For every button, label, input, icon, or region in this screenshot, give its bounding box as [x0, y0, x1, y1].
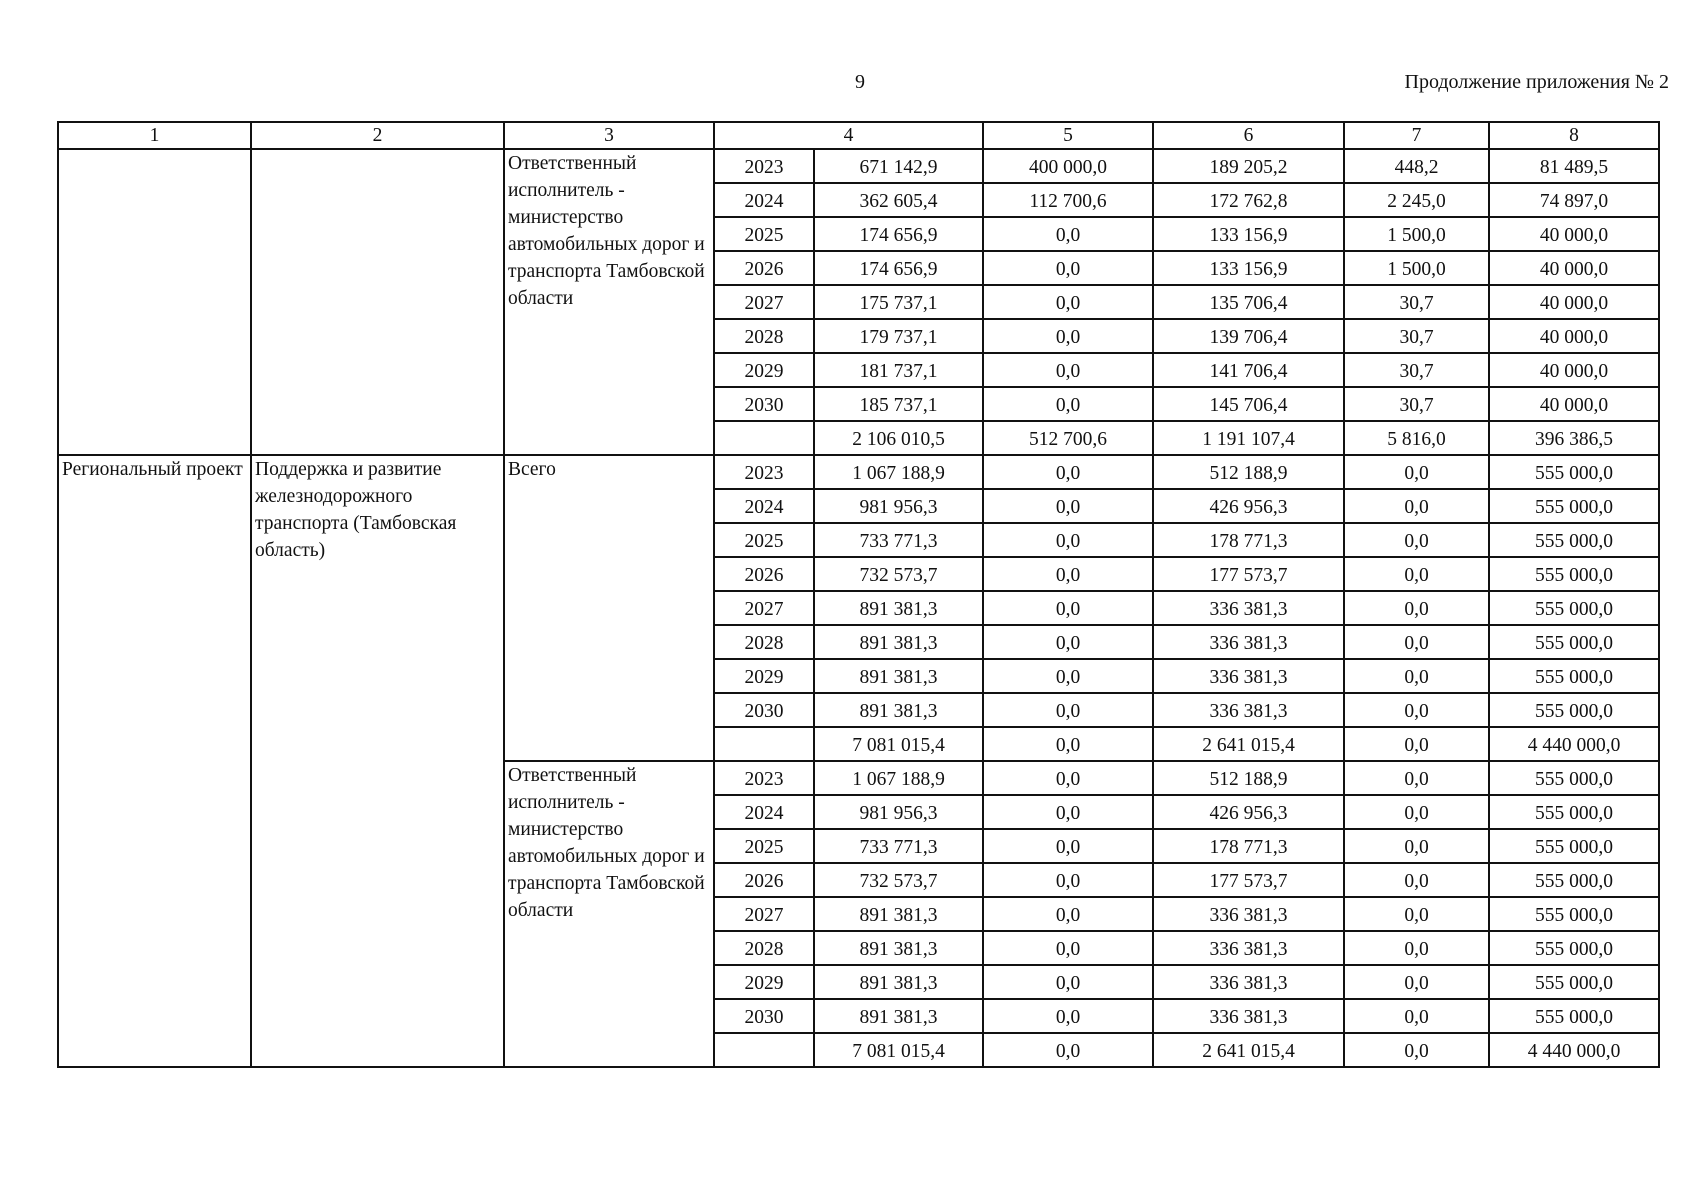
year-cell: 2029	[714, 659, 814, 693]
category-cell: Региональный проект	[58, 455, 251, 1067]
executor-cell: Ответственный исполнитель - министерство автомобильных дорог и транспорта Тамбовской области	[504, 761, 714, 1067]
year-cell: 2030	[714, 387, 814, 421]
value-cell-col8: 40 000,0	[1489, 353, 1659, 387]
value-cell-col6: 141 706,4	[1153, 353, 1344, 387]
value-cell-col7: 0,0	[1344, 659, 1489, 693]
year-cell: 2026	[714, 251, 814, 285]
value-cell-col6: 178 771,3	[1153, 829, 1344, 863]
value-cell-col6: 336 381,3	[1153, 693, 1344, 727]
value-cell-col5: 0,0	[983, 659, 1153, 693]
value-cell-col7: 30,7	[1344, 285, 1489, 319]
value-cell-col5: 0,0	[983, 319, 1153, 353]
value-cell-col7: 0,0	[1344, 897, 1489, 931]
value-cell-col6: 145 706,4	[1153, 387, 1344, 421]
total-cell: 181 737,1	[814, 353, 983, 387]
total-cell: 732 573,7	[814, 863, 983, 897]
year-cell: 2023	[714, 761, 814, 795]
column-header: 3	[504, 122, 714, 149]
value-cell-col5: 0,0	[983, 931, 1153, 965]
year-cell: 2029	[714, 353, 814, 387]
value-cell-col6: 426 956,3	[1153, 795, 1344, 829]
value-cell-col8: 555 000,0	[1489, 591, 1659, 625]
value-cell-col6: 336 381,3	[1153, 931, 1344, 965]
value-cell-col7: 0,0	[1344, 727, 1489, 761]
value-cell-col8: 555 000,0	[1489, 693, 1659, 727]
column-header: 4	[714, 122, 983, 149]
total-cell: 1 067 188,9	[814, 455, 983, 489]
total-cell: 891 381,3	[814, 931, 983, 965]
value-cell-col5: 0,0	[983, 897, 1153, 931]
value-cell-col5: 0,0	[983, 829, 1153, 863]
value-cell-col8: 555 000,0	[1489, 897, 1659, 931]
table-row	[58, 149, 1659, 183]
column-header: 1	[58, 122, 251, 149]
year-cell: 2030	[714, 999, 814, 1033]
value-cell-col8: 40 000,0	[1489, 251, 1659, 285]
year-cell: 2027	[714, 897, 814, 931]
year-cell	[714, 421, 814, 455]
column-header-row	[58, 122, 1659, 149]
value-cell-col6: 133 156,9	[1153, 251, 1344, 285]
value-cell-col7: 0,0	[1344, 591, 1489, 625]
year-cell: 2029	[714, 965, 814, 999]
value-cell-col8: 555 000,0	[1489, 761, 1659, 795]
value-cell-col8: 40 000,0	[1489, 319, 1659, 353]
year-cell: 2027	[714, 591, 814, 625]
value-cell-col5: 0,0	[983, 455, 1153, 489]
value-cell-col7: 0,0	[1344, 829, 1489, 863]
value-cell-col8: 555 000,0	[1489, 965, 1659, 999]
value-cell-col6: 177 573,7	[1153, 863, 1344, 897]
value-cell-col7: 0,0	[1344, 863, 1489, 897]
total-cell: 891 381,3	[814, 897, 983, 931]
total-cell: 891 381,3	[814, 591, 983, 625]
value-cell-col6: 2 641 015,4	[1153, 1033, 1344, 1067]
value-cell-col6: 336 381,3	[1153, 591, 1344, 625]
value-cell-col7: 0,0	[1344, 523, 1489, 557]
value-cell-col5: 0,0	[983, 625, 1153, 659]
value-cell-col5: 112 700,6	[983, 183, 1153, 217]
value-cell-col5: 0,0	[983, 863, 1153, 897]
value-cell-col6: 512 188,9	[1153, 761, 1344, 795]
value-cell-col7: 30,7	[1344, 319, 1489, 353]
value-cell-col5: 0,0	[983, 523, 1153, 557]
value-cell-col8: 555 000,0	[1489, 659, 1659, 693]
value-cell-col8: 555 000,0	[1489, 999, 1659, 1033]
project-name-cell	[251, 149, 504, 455]
total-cell: 891 381,3	[814, 659, 983, 693]
value-cell-col8: 81 489,5	[1489, 149, 1659, 183]
value-cell-col8: 555 000,0	[1489, 829, 1659, 863]
total-cell: 891 381,3	[814, 693, 983, 727]
value-cell-col7: 1 500,0	[1344, 217, 1489, 251]
year-cell: 2023	[714, 455, 814, 489]
value-cell-col6: 336 381,3	[1153, 999, 1344, 1033]
value-cell-col8: 4 440 000,0	[1489, 1033, 1659, 1067]
value-cell-col8: 396 386,5	[1489, 421, 1659, 455]
value-cell-col5: 0,0	[983, 1033, 1153, 1067]
value-cell-col5: 0,0	[983, 387, 1153, 421]
year-cell: 2025	[714, 829, 814, 863]
value-cell-col7: 0,0	[1344, 795, 1489, 829]
value-cell-col5: 0,0	[983, 557, 1153, 591]
value-cell-col8: 4 440 000,0	[1489, 727, 1659, 761]
year-cell: 2026	[714, 863, 814, 897]
value-cell-col5: 0,0	[983, 761, 1153, 795]
value-cell-col8: 40 000,0	[1489, 217, 1659, 251]
value-cell-col7: 2 245,0	[1344, 183, 1489, 217]
column-header: 8	[1489, 122, 1659, 149]
year-cell	[714, 727, 814, 761]
year-cell: 2028	[714, 931, 814, 965]
value-cell-col7: 0,0	[1344, 693, 1489, 727]
year-cell: 2024	[714, 795, 814, 829]
value-cell-col8: 555 000,0	[1489, 523, 1659, 557]
value-cell-col8: 40 000,0	[1489, 285, 1659, 319]
value-cell-col7: 448,2	[1344, 149, 1489, 183]
year-cell: 2026	[714, 557, 814, 591]
value-cell-col6: 189 205,2	[1153, 149, 1344, 183]
total-cell: 179 737,1	[814, 319, 983, 353]
year-cell: 2024	[714, 183, 814, 217]
value-cell-col6: 336 381,3	[1153, 897, 1344, 931]
value-cell-col6: 178 771,3	[1153, 523, 1344, 557]
total-cell: 891 381,3	[814, 965, 983, 999]
value-cell-col5: 0,0	[983, 965, 1153, 999]
total-cell: 733 771,3	[814, 829, 983, 863]
total-cell: 981 956,3	[814, 795, 983, 829]
value-cell-col5: 0,0	[983, 489, 1153, 523]
value-cell-col7: 30,7	[1344, 353, 1489, 387]
value-cell-col8: 555 000,0	[1489, 625, 1659, 659]
executor-cell: Всего	[504, 455, 714, 761]
value-cell-col6: 1 191 107,4	[1153, 421, 1344, 455]
value-cell-col8: 555 000,0	[1489, 863, 1659, 897]
value-cell-col6: 426 956,3	[1153, 489, 1344, 523]
value-cell-col6: 336 381,3	[1153, 965, 1344, 999]
page-number: 9	[855, 71, 865, 93]
value-cell-col8: 555 000,0	[1489, 489, 1659, 523]
value-cell-col6: 133 156,9	[1153, 217, 1344, 251]
total-cell: 733 771,3	[814, 523, 983, 557]
value-cell-col7: 5 816,0	[1344, 421, 1489, 455]
total-cell: 175 737,1	[814, 285, 983, 319]
value-cell-col7: 0,0	[1344, 557, 1489, 591]
total-cell: 671 142,9	[814, 149, 983, 183]
value-cell-col8: 555 000,0	[1489, 931, 1659, 965]
value-cell-col5: 0,0	[983, 591, 1153, 625]
value-cell-col6: 172 762,8	[1153, 183, 1344, 217]
total-cell: 891 381,3	[814, 999, 983, 1033]
value-cell-col7: 1 500,0	[1344, 251, 1489, 285]
value-cell-col6: 336 381,3	[1153, 659, 1344, 693]
value-cell-col6: 2 641 015,4	[1153, 727, 1344, 761]
value-cell-col5: 512 700,6	[983, 421, 1153, 455]
column-header: 2	[251, 122, 504, 149]
value-cell-col6: 135 706,4	[1153, 285, 1344, 319]
value-cell-col5: 0,0	[983, 251, 1153, 285]
total-cell: 7 081 015,4	[814, 1033, 983, 1067]
value-cell-col5: 0,0	[983, 999, 1153, 1033]
value-cell-col6: 512 188,9	[1153, 455, 1344, 489]
value-cell-col8: 555 000,0	[1489, 557, 1659, 591]
value-cell-col8: 74 897,0	[1489, 183, 1659, 217]
value-cell-col5: 0,0	[983, 795, 1153, 829]
value-cell-col5: 0,0	[983, 217, 1153, 251]
value-cell-col5: 0,0	[983, 693, 1153, 727]
value-cell-col8: 40 000,0	[1489, 387, 1659, 421]
table-row	[58, 455, 1659, 489]
total-cell: 185 737,1	[814, 387, 983, 421]
total-cell: 2 106 010,5	[814, 421, 983, 455]
total-cell: 362 605,4	[814, 183, 983, 217]
value-cell-col5: 0,0	[983, 727, 1153, 761]
value-cell-col7: 0,0	[1344, 489, 1489, 523]
year-cell: 2028	[714, 319, 814, 353]
value-cell-col6: 177 573,7	[1153, 557, 1344, 591]
value-cell-col5: 400 000,0	[983, 149, 1153, 183]
value-cell-col8: 555 000,0	[1489, 455, 1659, 489]
value-cell-col7: 0,0	[1344, 455, 1489, 489]
value-cell-col7: 0,0	[1344, 999, 1489, 1033]
total-cell: 174 656,9	[814, 217, 983, 251]
value-cell-col5: 0,0	[983, 353, 1153, 387]
column-header: 5	[983, 122, 1153, 149]
table-body	[58, 149, 1659, 1067]
funding-table	[57, 121, 1660, 1068]
year-cell	[714, 1033, 814, 1067]
value-cell-col7: 0,0	[1344, 761, 1489, 795]
total-cell: 1 067 188,9	[814, 761, 983, 795]
value-cell-col7: 0,0	[1344, 931, 1489, 965]
total-cell: 891 381,3	[814, 625, 983, 659]
year-cell: 2030	[714, 693, 814, 727]
value-cell-col6: 139 706,4	[1153, 319, 1344, 353]
year-cell: 2027	[714, 285, 814, 319]
year-cell: 2025	[714, 523, 814, 557]
total-cell: 732 573,7	[814, 557, 983, 591]
column-header: 7	[1344, 122, 1489, 149]
category-cell	[58, 149, 251, 455]
value-cell-col8: 555 000,0	[1489, 795, 1659, 829]
year-cell: 2028	[714, 625, 814, 659]
value-cell-col6: 336 381,3	[1153, 625, 1344, 659]
total-cell: 981 956,3	[814, 489, 983, 523]
value-cell-col7: 0,0	[1344, 965, 1489, 999]
page-caption: Продолжение приложения № 2	[1404, 71, 1669, 93]
total-cell: 174 656,9	[814, 251, 983, 285]
value-cell-col7: 0,0	[1344, 1033, 1489, 1067]
year-cell: 2024	[714, 489, 814, 523]
project-name-cell: Поддержка и развитие железнодорожного транспорта (Тамбовская область)	[251, 455, 504, 1067]
value-cell-col7: 30,7	[1344, 387, 1489, 421]
executor-cell: Ответственный исполнитель - министерство автомобильных дорог и транспорта Тамбовской области	[504, 149, 714, 455]
year-cell: 2025	[714, 217, 814, 251]
year-cell: 2023	[714, 149, 814, 183]
value-cell-col5: 0,0	[983, 285, 1153, 319]
value-cell-col7: 0,0	[1344, 625, 1489, 659]
total-cell: 7 081 015,4	[814, 727, 983, 761]
column-header: 6	[1153, 122, 1344, 149]
